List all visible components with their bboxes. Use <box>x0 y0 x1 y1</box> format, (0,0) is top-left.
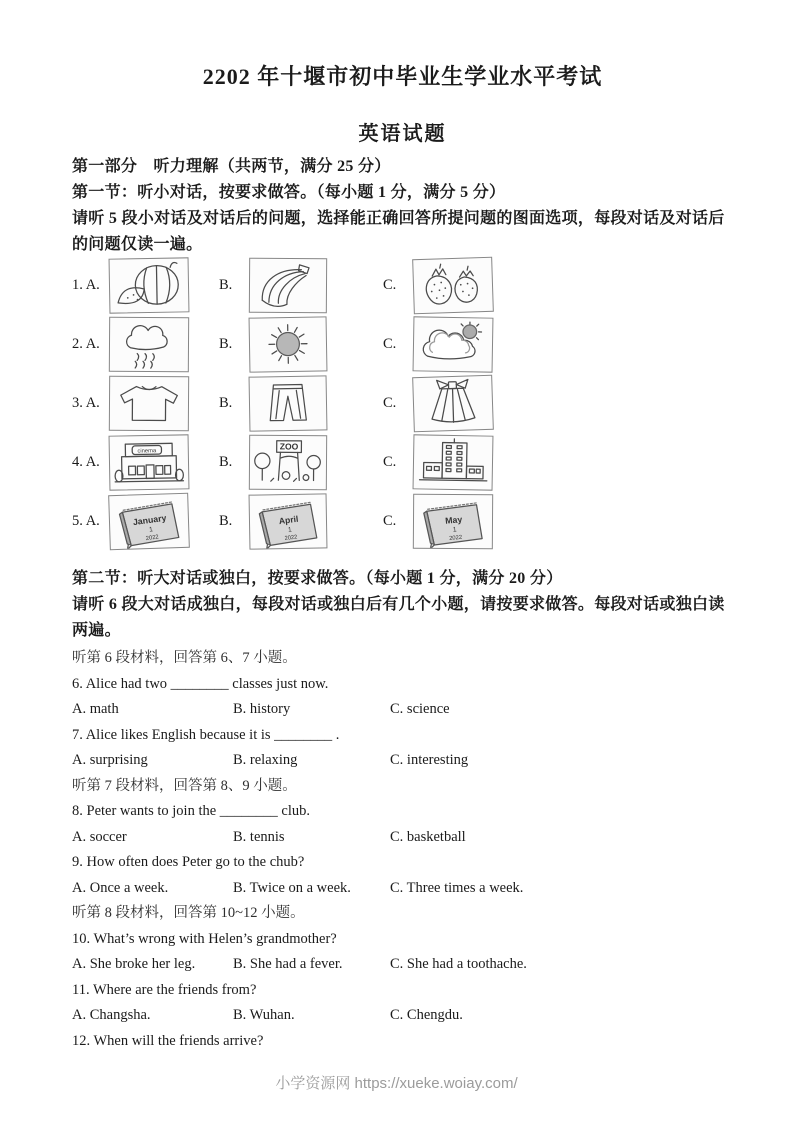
strawberries-drawing <box>413 258 493 313</box>
question-9-option-a: A. Once a week. <box>72 879 169 896</box>
sun-drawing <box>250 317 327 371</box>
t-shirt-image <box>109 376 189 432</box>
strawberries-image <box>412 257 494 314</box>
zoo-image <box>249 435 327 491</box>
question-6-options <box>72 697 733 723</box>
question-2-option-b-label: B. <box>219 336 233 352</box>
t-shirt-drawing <box>110 377 188 431</box>
question-6-option-a: A. math <box>72 701 119 717</box>
question-11-option-c: C. Chengdu. <box>390 1007 463 1023</box>
question-6-option-c: C. science <box>390 701 450 717</box>
page-footer: 小学资源网 https://xueke.woiay.com/ <box>275 1075 518 1092</box>
question-3-option-a-label: 3. A. <box>72 395 100 411</box>
question-10-option-c: C. She had a toothache. <box>390 956 527 972</box>
rain-cloud-drawing <box>110 318 188 372</box>
trousers-image <box>249 375 328 431</box>
question-11-options <box>72 1003 733 1029</box>
question-7-stem: 7. Alice likes English because it is ________ . <box>72 726 340 743</box>
picture-question-row-3 <box>72 376 733 431</box>
question-7-option-b: B. relaxing <box>233 752 298 768</box>
calendar-month-text: May <box>444 514 463 526</box>
question-6-stem: 6. Alice had two ________ classes just now. <box>72 675 329 692</box>
trousers-drawing <box>250 376 327 430</box>
question-5-option-a-label: 5. A. <box>72 513 100 529</box>
sun-image <box>249 316 328 372</box>
picture-question-row-5 <box>72 494 733 549</box>
part1-heading: 第一部分 听力理解（共两节，满分 25 分） <box>72 158 391 175</box>
material-6-heading: 听第 6 段材料，回答第 6、7 小题。 <box>72 650 297 666</box>
sun-behind-cloud-drawing <box>414 317 493 371</box>
question-3-option-c-label: C. <box>383 395 397 411</box>
cinema-image <box>109 434 190 490</box>
question-7-option-a: A. surprising <box>72 752 148 768</box>
question-7-options <box>72 748 733 774</box>
calendar-day-text: 1 <box>148 526 154 534</box>
section2-instructions-line1: 请听 6 段大对话成独白，每段对话或独白后有几个小题，请按要求做答。每段对话或独白读 <box>72 596 725 613</box>
bananas-drawing <box>250 259 326 313</box>
calendar-day-text: 1 <box>452 526 457 534</box>
question-10-option-a: A. She broke her leg. <box>72 956 196 972</box>
calendar-day-text: 1 <box>287 526 293 534</box>
question-2-option-a-label: 2. A. <box>72 336 100 352</box>
question-8-option-b: B. tennis <box>233 828 285 845</box>
question-8-options <box>72 825 733 851</box>
question-7-option-c: C. interesting <box>390 752 469 768</box>
material-8-heading: 听第 8 段材料，回答第 10~12 小题。 <box>72 905 305 921</box>
question-12-stem: 12. When will the friends arrive? <box>72 1032 264 1049</box>
calendar-january-image <box>108 493 190 550</box>
rain-cloud-image <box>109 317 189 373</box>
question-1-option-b-label: B. <box>219 277 233 293</box>
skirt-drawing <box>413 376 493 431</box>
question-9-option-b: B. Twice on a week. <box>233 879 351 896</box>
watermelon-image <box>109 257 190 313</box>
sun-behind-cloud-image <box>413 316 494 372</box>
zoo-sign-text: ZOO <box>279 441 299 452</box>
question-5-option-b-label: B. <box>219 513 233 529</box>
question-11-stem: 11. Where are the friends from? <box>72 981 257 998</box>
section1-heading: 第一节：听小对话，按要求做答。（每小题 1 分，满分 5 分） <box>72 184 506 201</box>
question-2-option-c-label: C. <box>383 336 397 352</box>
zoo-drawing <box>250 436 326 490</box>
cinema-sign-text: cinema <box>137 448 157 455</box>
section2-heading: 第二节：听大对话或独白，按要求做答。（每小题 1 分，满分 20 分） <box>72 570 563 587</box>
question-9-options <box>72 876 733 902</box>
section1-instructions-line2: 的问题仅读一遍。 <box>72 236 203 253</box>
question-10-stem: 10. What’s wrong with Helen’s grandmother? <box>72 930 337 947</box>
question-3-option-b-label: B. <box>219 395 233 411</box>
question-8-stem: 8. Peter wants to join the ________ club. <box>72 803 311 819</box>
question-11-option-b: B. Wuhan. <box>233 1007 295 1023</box>
calendar-month-text: January <box>132 512 167 528</box>
picture-question-row-1 <box>72 258 733 313</box>
page-content <box>72 0 733 1054</box>
page-title: 2202 年十堰市初中毕业生学业水平考试 <box>202 64 603 89</box>
cinema-drawing <box>110 435 189 489</box>
question-9-stem: 9. How often does Peter go to the chub? <box>72 854 305 870</box>
office-building-image <box>413 434 494 490</box>
calendar-year-text: 2022 <box>448 534 463 542</box>
calendar-january-drawing <box>109 494 189 549</box>
question-4-option-c-label: C. <box>383 454 397 470</box>
material-7-heading: 听第 7 段材料，回答第 8、9 小题。 <box>72 777 297 794</box>
skirt-image <box>412 375 494 432</box>
office-building-drawing <box>414 435 493 489</box>
calendar-year-text: 2022 <box>284 534 298 543</box>
question-6-option-b: B. history <box>233 701 291 717</box>
question-4-option-b-label: B. <box>219 454 233 470</box>
section1-instructions-line1: 请听 5 段小对话及对话后的问题，选择能正确回答所提问题的图面选项，每段对话及对话后 <box>72 210 725 227</box>
calendar-may-drawing <box>414 495 492 549</box>
calendar-may-image <box>413 494 493 550</box>
question-10-option-b: B. She had a fever. <box>233 956 343 972</box>
picture-question-row-4 <box>72 435 733 490</box>
picture-question-row-2 <box>72 317 733 372</box>
watermelon-drawing <box>110 258 189 312</box>
question-9-option-c: C. Three times a week. <box>390 879 524 896</box>
question-5-option-c-label: C. <box>383 513 397 529</box>
calendar-april-drawing <box>250 494 327 548</box>
calendar-year-text: 2022 <box>145 534 160 543</box>
question-1-option-c-label: C. <box>383 277 397 293</box>
bananas-image <box>249 258 327 314</box>
question-10-options <box>72 952 733 978</box>
question-8-option-c: C. basketball <box>390 828 466 845</box>
question-4-option-a-label: 4. A. <box>72 454 100 470</box>
question-1-option-a-label: 1. A. <box>72 277 100 293</box>
listening-questions <box>72 646 733 1054</box>
question-11-option-a: A. Changsha. <box>72 1007 151 1023</box>
calendar-month-text: April <box>278 513 299 527</box>
section2-instructions-line2: 两遍。 <box>72 622 121 639</box>
page-subtitle: 英语试题 <box>358 123 447 145</box>
question-8-option-a: A. soccer <box>72 828 127 845</box>
calendar-april-image <box>249 493 328 549</box>
